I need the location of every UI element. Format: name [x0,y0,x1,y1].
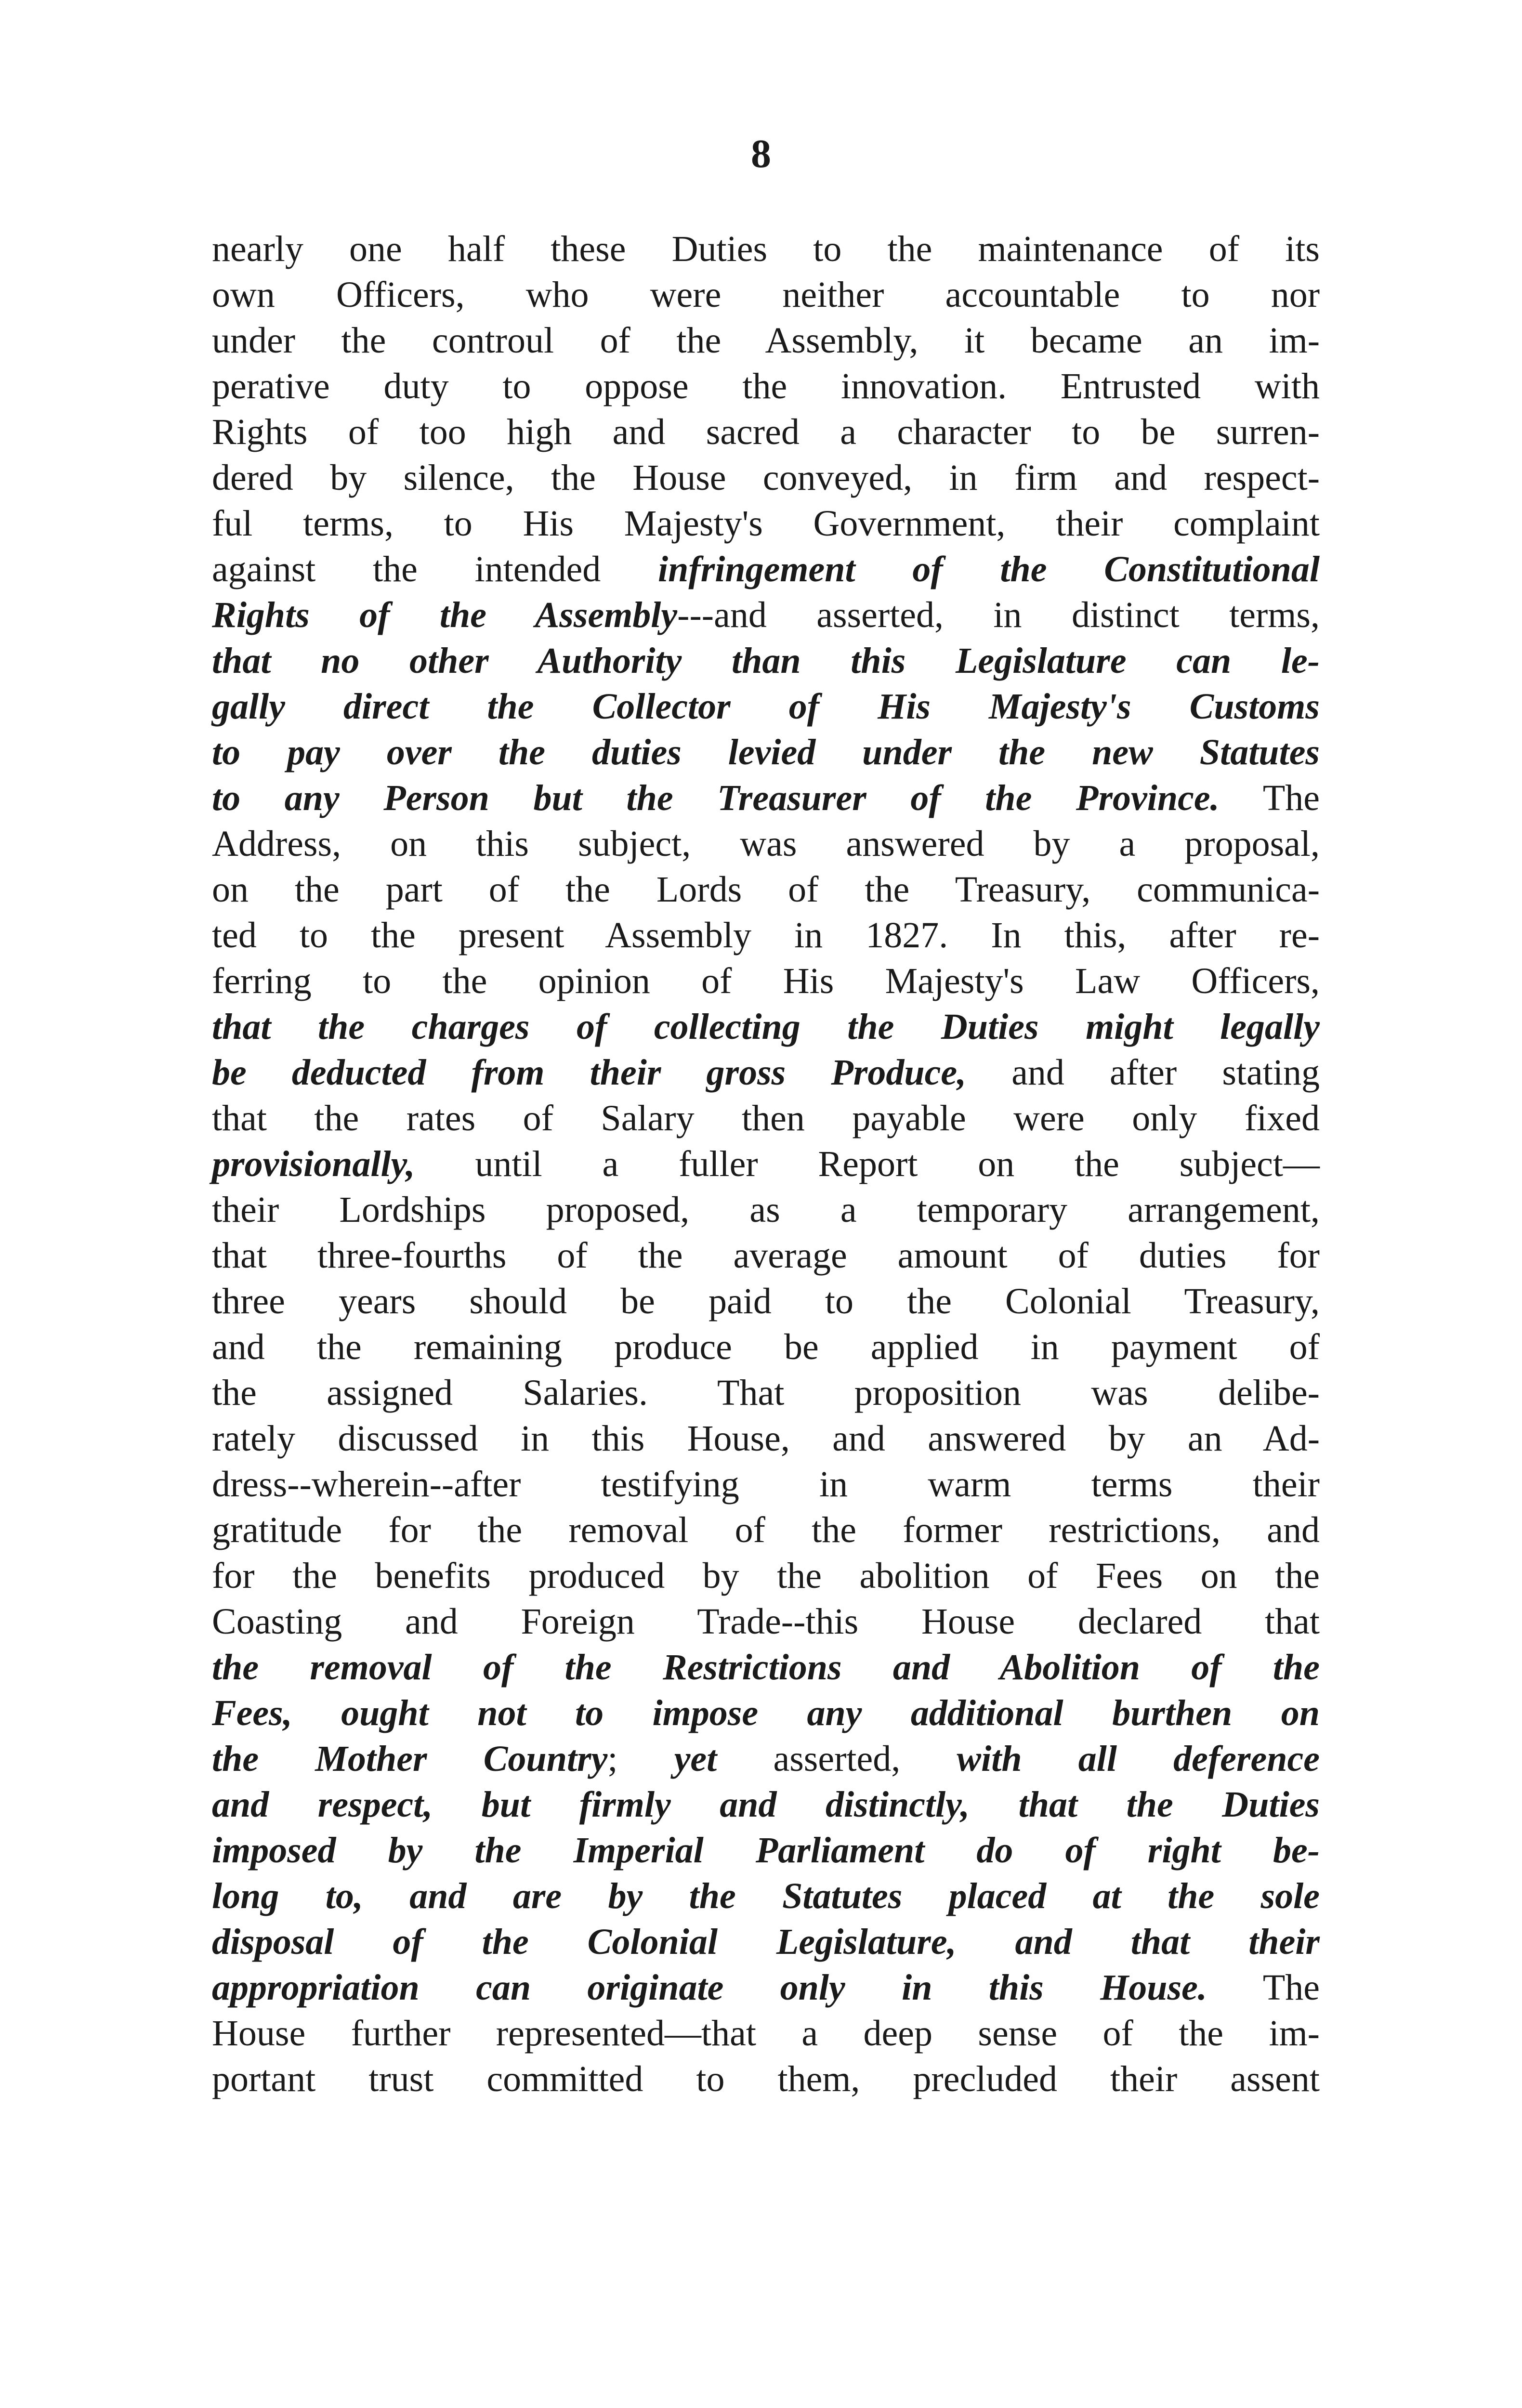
text-line [212,364,1320,409]
text-segment: until a fuller Report on the subject— [415,1144,1320,1184]
page-number: 8 [751,131,771,176]
italic-text-segment: the removal of the Restrictions and Abolition of the [212,1647,1320,1688]
text-segment: ---and asserted, in distinct terms, [677,595,1320,635]
text-segment: ted to the present Assembly in 1827. In this, after re- [212,915,1320,955]
body-text [212,226,1320,2102]
text-segment: House further represented—that a deep sense of the im- [212,2013,1320,2054]
text-line [212,913,1320,958]
italic-text-segment: Fees, ought not to impose any additional burthen on [212,1693,1320,1733]
text-segment: rately discussed in this House, and answered by an Ad- [212,1418,1320,1459]
text-line [212,1004,1320,1050]
text-line [212,730,1320,775]
text-segment: nearly one half these Duties to the maintenance of its [212,229,1320,269]
text-line [212,409,1320,455]
text-segment: and the remaining produce be applied in payment of [212,1327,1320,1367]
italic-text-segment: Rights of the Assembly [212,595,678,635]
text-line [212,684,1320,730]
text-segment: the assigned Salaries. That proposition was delibe- [212,1373,1320,1413]
text-segment: dress--wherein--after testifying in warm terms their [212,1464,1320,1505]
text-line [212,1828,1320,1873]
text-line [212,1416,1320,1462]
text-line [212,1690,1320,1736]
text-line [212,592,1320,638]
text-line [212,1096,1320,1141]
text-segment: Coasting and Foreign Trade--this House declared that [212,1601,1320,1642]
text-segment: under the controul of the Assembly, it became an im- [212,320,1320,361]
italic-text-segment: yet [674,1739,717,1779]
text-line [212,1919,1320,1965]
text-segment: on the part of the Lords of the Treasury, communica- [212,869,1320,910]
text-line [212,821,1320,867]
text-segment: that three-fourths of the average amount of duties for [212,1235,1320,1276]
italic-text-segment: imposed by the Imperial Parliament do of right be- [212,1830,1320,1871]
italic-text-segment: that no other Authority than this Legislature can le- [212,641,1320,681]
italic-text-segment: the Mother Country [212,1739,608,1779]
text-line [212,1370,1320,1416]
italic-text-segment: to any Person but the Treasurer of the Province. [212,778,1220,818]
text-line [212,1965,1320,2011]
text-segment: their Lordships proposed, as a temporary arrangement, [212,1190,1320,1230]
text-line [212,2011,1320,2056]
text-segment: ful terms, to His Majesty's Government, their complaint [212,503,1320,544]
italic-text-segment: and respect, but firmly and distinctly, that the Duties [212,1784,1320,1825]
text-segment: Address, on this subject, was answered by a proposal, [212,824,1320,864]
text-line [212,272,1320,318]
text-line [212,501,1320,547]
text-line [212,1599,1320,1645]
italic-text-segment: disposal of the Colonial Legislature, and that their [212,1922,1320,1962]
italic-text-segment: gally direct the Collector of His Majesty's Customs [212,686,1320,727]
italic-text-segment: with all deference [957,1739,1320,1779]
text-line [212,547,1320,592]
text-line [212,1187,1320,1233]
italic-text-segment: provisionally, [212,1144,415,1184]
italic-text-segment: infringement of the Constitutional [658,549,1320,589]
italic-text-segment: appropriation can originate only in this House. [212,1967,1207,2008]
text-segment: The [1207,1967,1320,2008]
text-line [212,1141,1320,1187]
text-line [212,1873,1320,1919]
italic-text-segment: long to, and are by the Statutes placed at the sole [212,1876,1320,1916]
italic-text-segment: that the charges of collecting the Duties might legally [212,1007,1320,1047]
text-segment: perative duty to oppose the innovation. Entrusted with [212,366,1320,406]
text-line [212,1645,1320,1690]
text-line [212,226,1320,272]
text-segment: that the rates of Salary then payable were only fixed [212,1098,1320,1139]
text-line [212,1050,1320,1096]
text-segment: ; [607,1739,674,1779]
text-line [212,775,1320,821]
text-segment: asserted, [717,1739,957,1779]
italic-text-segment: to pay over the duties levied under the new Statutes [212,732,1320,772]
text-line [212,958,1320,1004]
text-line [212,1507,1320,1553]
text-line [212,1462,1320,1507]
text-line [212,1233,1320,1279]
text-line [212,1736,1320,1782]
text-line [212,1553,1320,1599]
text-segment: ferring to the opinion of His Majesty's Law Officers, [212,961,1320,1001]
text-segment: portant trust committed to them, precluded their assent [212,2059,1320,2099]
text-segment: dered by silence, the House conveyed, in firm and respect- [212,458,1320,498]
text-segment: against the intended [212,549,658,589]
text-segment: own Officers, who were neither accountable to nor [212,275,1320,315]
text-segment: Rights of too high and sacred a character to be surren- [212,412,1320,452]
text-segment: and after stating [966,1052,1320,1093]
text-line [212,1782,1320,1828]
text-line [212,455,1320,501]
text-segment: three years should be paid to the Colonial Treasury, [212,1281,1320,1322]
text-line [212,867,1320,913]
text-line [212,1279,1320,1324]
text-line [212,2056,1320,2102]
text-segment: The [1219,778,1320,818]
italic-text-segment: be deducted from their gross Produce, [212,1052,967,1093]
text-segment: gratitude for the removal of the former restrictions, and [212,1510,1320,1550]
text-line [212,1324,1320,1370]
text-line [212,318,1320,364]
text-segment: for the benefits produced by the abolition of Fees on the [212,1556,1320,1596]
text-line [212,638,1320,684]
